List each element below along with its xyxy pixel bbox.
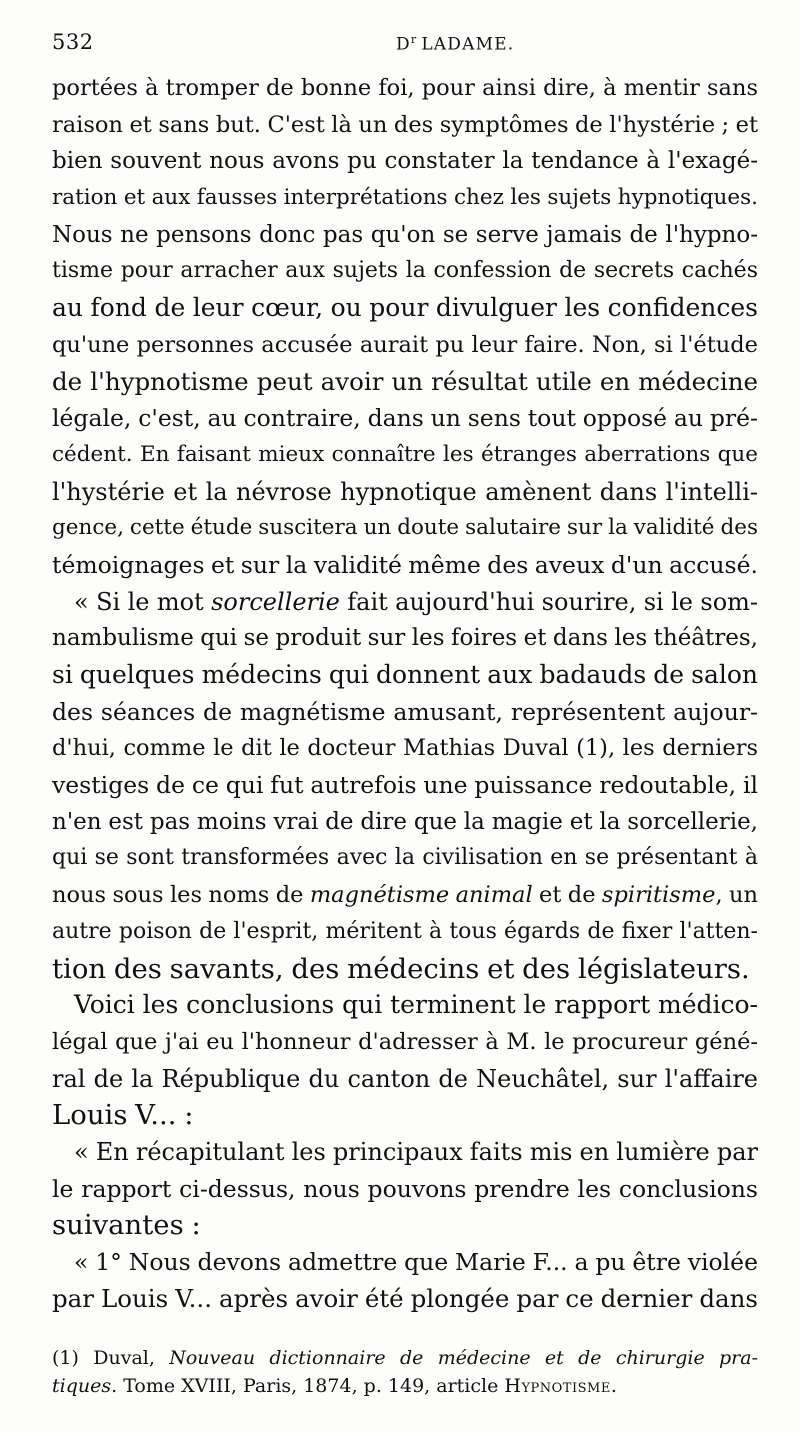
text-line: l'hystérie et la névrose hypnotique amènent dans l'intelli- xyxy=(52,477,758,506)
running-head-author: LADAME. xyxy=(421,34,515,55)
line-tail: , un xyxy=(715,882,758,909)
text-line: des séances de magnétisme amusant, représentent aujour- xyxy=(52,697,758,726)
running-head-prefix: D xyxy=(396,34,411,55)
text-line: le rapport ci-dessus, nous pouvons prendre les conclusions xyxy=(52,1174,758,1203)
footnote-title: Nouveau dictionnaire de médecine et de chirurgie pra- xyxy=(169,1347,759,1369)
italic-term: magnétisme animal xyxy=(309,882,533,909)
text-line: qui se sont transformées avec la civilisation en se présentant à xyxy=(52,845,758,871)
text-line: nambulisme qui se produit sur les foires et dans les théâtres, xyxy=(52,625,758,652)
text-line: suivantes : xyxy=(52,1209,201,1242)
line-mid: et de xyxy=(532,882,602,909)
text-line: tion des savants, des médecins et des législateurs. xyxy=(52,952,750,985)
text-line: cédent. En faisant mieux connaître les étranges aberrations que xyxy=(52,441,758,467)
line-lead: nous sous les noms de xyxy=(52,882,310,909)
footnote-line xyxy=(52,1344,758,1372)
text-line: de l'hypnotisme peut avoir un résultat utile en médecine xyxy=(52,366,758,396)
text-line: d'hui, comme le dit le docteur Mathias Duval (1), les derniers xyxy=(52,735,758,762)
text-line: ral de la République du canton de Neuchâtel, sur l'affaire xyxy=(52,1064,758,1093)
text-line: témoignages et sur la validité même des aveux d'un accusé. xyxy=(52,550,758,579)
text-line: si quelques médecins qui donnent aux badauds de salon xyxy=(52,660,758,689)
running-head xyxy=(396,33,514,55)
text-line: raison et sans but. C'est là un des symptômes de l'hystérie ; et xyxy=(52,111,758,138)
footnote-article: Hypnotisme. xyxy=(504,1375,618,1397)
running-head-sup: r xyxy=(410,33,418,46)
footnote-marker: (1) Duval, xyxy=(52,1347,170,1369)
text-line: « 1° Nous devons admettre que Marie F... a pu être violée xyxy=(74,1248,758,1276)
text-line-quote-start xyxy=(52,584,758,621)
italic-term: sorcellerie xyxy=(211,587,340,616)
line-tail: fait aujourd'hui sourire, si le som- xyxy=(339,587,759,616)
text-line: n'en est pas moins vrai de dire que la magie et la sorcellerie, xyxy=(52,808,758,835)
footnote-details: Tome XVIII, Paris, 1874, p. 149, article xyxy=(117,1375,505,1397)
text-line: bien souvent nous avons pu constater la tendance à l'exagé- xyxy=(52,148,758,175)
line-lead: « Si le mot xyxy=(74,587,212,616)
text-line: Voici les conclusions qui terminent le rapport médico- xyxy=(74,990,758,1020)
footnote xyxy=(52,1344,758,1400)
text-line: « En récapitulant les principaux faits mis en lumière par xyxy=(74,1137,758,1166)
body-text xyxy=(52,70,758,1317)
text-line: gence, cette étude suscitera un doute salutaire sur la validité des xyxy=(52,515,758,541)
footnote-title-end: tiques. xyxy=(52,1375,118,1397)
text-line: Louis V... : xyxy=(52,1099,194,1132)
text-line: au fond de leur cœur, ou pour divulguer les confidences xyxy=(52,293,758,323)
text-line: qu'une personnes accusée aurait pu leur faire. Non, si l'étude xyxy=(52,331,758,358)
text-line: Nous ne pensons donc pas qu'on se serve jamais de l'hypno- xyxy=(52,221,758,248)
text-line: par Louis V... après avoir été plongée par ce dernier dans xyxy=(52,1283,758,1313)
page-number: 532 xyxy=(52,30,94,54)
text-line: vestiges de ce qui fut autrefois une puissance redoutable, il xyxy=(52,771,758,800)
text-line: ration et aux fausses interprétations chez les sujets hypnotiques. xyxy=(52,185,758,211)
text-line: autre poison de l'esprit, méritent à tous égards de fixer l'atten- xyxy=(52,918,758,944)
text-line: portées à tromper de bonne foi, pour ainsi dire, à mentir sans xyxy=(52,75,758,101)
text-line: légal que j'ai eu l'honneur d'adresser à M. le procureur géné- xyxy=(52,1028,758,1055)
text-line: tisme pour arracher aux sujets la confession de secrets cachés xyxy=(52,258,758,284)
text-line: légale, c'est, au contraire, dans un sens tout opposé au pré- xyxy=(52,404,758,433)
text-line-italics xyxy=(52,877,758,914)
footnote-line xyxy=(52,1372,758,1400)
page-header xyxy=(52,30,770,64)
italic-term: spiritisme xyxy=(601,882,716,909)
